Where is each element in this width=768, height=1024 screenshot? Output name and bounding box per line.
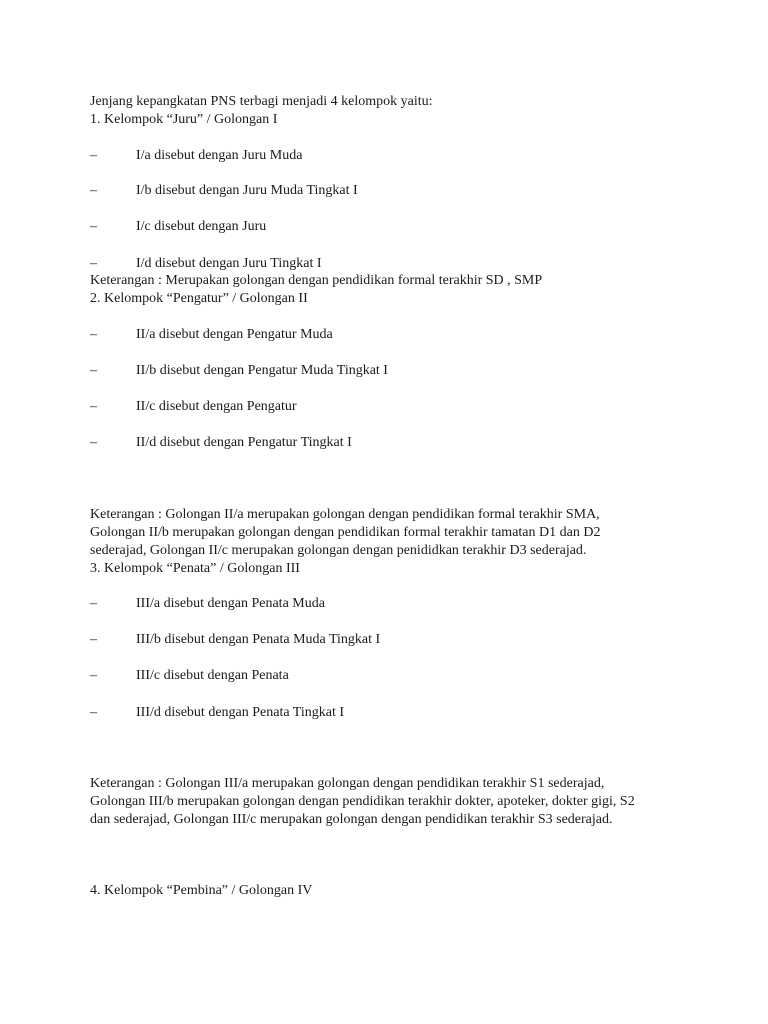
group-4-heading: 4. Kelompok “Pembina” / Golongan IV: [90, 883, 313, 898]
group-3-note-line: Golongan III/b merupakan golongan dengan pendidikan terakhir dokter, apoteker, dokter gigi, S2: [90, 794, 635, 809]
list-item-text: III/c disebut dengan Penata: [136, 668, 289, 683]
dash-bullet: –: [90, 705, 97, 720]
list-item-text: III/d disebut dengan Penata Tingkat I: [136, 705, 345, 720]
dash-bullet: –: [90, 596, 97, 611]
group-2-note-line: sederajad, Golongan II/c merupakan golongan dengan penididkan terakhir D3 sederajad.: [90, 543, 587, 558]
list-item-text: I/c disebut dengan Juru: [136, 219, 267, 234]
list-item-text: I/b disebut dengan Juru Muda Tingkat I: [136, 183, 358, 198]
intro-text: Jenjang kepangkatan PNS terbagi menjadi 4 kelompok yaitu:: [90, 94, 433, 109]
dash-bullet: –: [90, 256, 97, 271]
group-1-note: Keterangan : Merupakan golongan dengan pendidikan formal terakhir SD , SMP: [90, 273, 543, 288]
dash-bullet: –: [90, 327, 97, 342]
dash-bullet: –: [90, 183, 97, 198]
dash-bullet: –: [90, 632, 97, 647]
dash-bullet: –: [90, 219, 97, 234]
list-item-text: II/a disebut dengan Pengatur Muda: [136, 327, 333, 342]
list-item-text: I/a disebut dengan Juru Muda: [136, 148, 303, 163]
dash-bullet: –: [90, 363, 97, 378]
group-3-note-line: dan sederajad, Golongan III/c merupakan golongan dengan pendidikan terakhir S3 sederajad.: [90, 812, 613, 827]
list-item-text: II/c disebut dengan Pengatur: [136, 399, 297, 414]
dash-bullet: –: [90, 148, 97, 163]
list-item-text: II/d disebut dengan Pengatur Tingkat I: [136, 435, 352, 450]
group-1-heading: 1. Kelompok “Juru” / Golongan I: [90, 112, 278, 127]
group-3-heading: 3. Kelompok “Penata” / Golongan III: [90, 561, 300, 576]
group-2-note-line: Golongan II/b merupakan golongan dengan pendidikan formal terakhir tamatan D1 dan D2: [90, 525, 601, 540]
list-item-text: II/b disebut dengan Pengatur Muda Tingkat I: [136, 363, 388, 378]
group-2-note-line: Keterangan : Golongan II/a merupakan golongan dengan pendidikan formal terakhir SMA,: [90, 507, 600, 522]
dash-bullet: –: [90, 435, 97, 450]
list-item-text: I/d disebut dengan Juru Tingkat I: [136, 256, 322, 271]
group-3-note-line: Keterangan : Golongan III/a merupakan golongan dengan pendidikan terakhir S1 sederajad,: [90, 776, 605, 791]
dash-bullet: –: [90, 668, 97, 683]
dash-bullet: –: [90, 399, 97, 414]
list-item-text: III/a disebut dengan Penata Muda: [136, 596, 325, 611]
list-item-text: III/b disebut dengan Penata Muda Tingkat I: [136, 632, 381, 647]
group-2-heading: 2. Kelompok “Pengatur” / Golongan II: [90, 291, 308, 306]
